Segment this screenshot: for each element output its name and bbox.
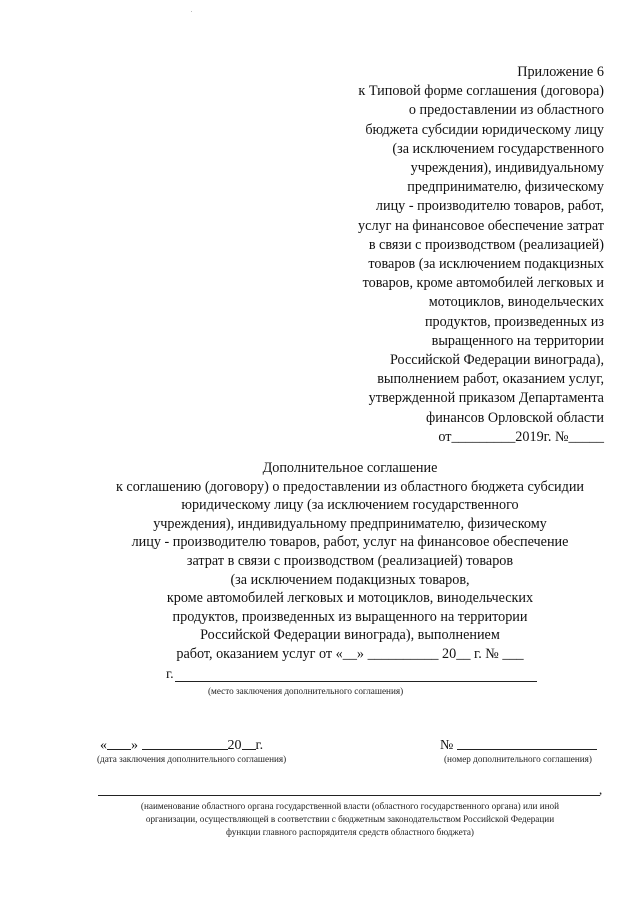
title-line: учреждения), индивидуальному предпринимателю, физическому [153,515,547,532]
date-open-quote: « [100,738,107,753]
date-field[interactable] [100,736,263,754]
title-line: Дополнительное соглашение [262,460,438,476]
scan-speck [191,11,192,12]
appendix-line: утвержденной приказом Департамента [368,390,604,407]
number-field[interactable] [440,736,597,754]
appendix-line: товаров, кроме автомобилей легковых и [362,275,604,292]
appendix-line: выполнением работ, оказанием услуг, [377,371,604,388]
number-sign: № [440,738,454,753]
organization-caption [92,800,608,838]
organization-caption-line: функции главного распорядителя средств областного бюджета) [226,826,474,837]
organization-field[interactable] [98,795,600,796]
appendix-line: о предоставлении из областного [408,102,604,119]
appendix-line: финансов Орловской области [426,409,604,426]
day-blank[interactable] [107,736,131,750]
year-suffix: г. [255,738,264,753]
place-caption: (место заключения дополнительного соглашения) [208,686,404,696]
number-caption: (номер дополнительного соглашения) [444,754,592,764]
appendix-line: продуктов, произведенных из [424,313,604,330]
appendix-line: от_________2019г. №_____ [438,428,604,445]
month-blank[interactable] [142,736,228,750]
appendix-line: товаров (за исключением подакцизных [368,256,604,273]
year-prefix: 20 [227,738,242,753]
title-line: (за исключением подакцизных товаров, [230,571,470,588]
document-title [60,459,640,664]
number-blank[interactable] [457,736,597,750]
appendix-line: бюджета субсидии юридическому лицу [365,121,604,138]
title-line: кроме автомобилей легковых и мотоциклов, винодельческих [166,590,534,607]
organization-comma: , [599,782,603,797]
appendix-line: Российской Федерации винограда), [390,352,604,369]
date-close-quote: » [131,738,138,753]
appendix-line: услуг на финансовое обеспечение затрат [358,217,604,234]
organization-caption-line: организации, осуществляющей в соответствии с бюджетным законодательством Российской Федерации [145,813,555,824]
appendix-header [274,63,604,447]
title-line: продуктов, произведенных из выращенного на территории [172,608,528,625]
appendix-line: в связи с производством (реализацией) [368,236,604,253]
title-line: Российской Федерации винограда), выполнением [200,627,500,644]
title-line: лицу - производителю товаров, работ, услуг на финансовое обеспечение [131,534,569,551]
appendix-line: лицу - производителю товаров, работ, [375,198,604,215]
date-caption: (дата заключения дополнительного соглашения) [97,754,287,764]
place-prefix: г. [166,667,174,682]
title-line: работ, оказанием услуг от «__» __________ 20__ г. № ___ [176,645,524,662]
appendix-line: выращенного на территории [431,332,604,349]
place-field[interactable] [175,681,537,682]
year-blank[interactable] [242,736,256,750]
appendix-line: (за исключением государственного [392,140,604,157]
title-line: затрат в связи с производством (реализацией) товаров [186,552,514,569]
title-line: к соглашению (договору) о предоставлении из областного бюджета субсидии [115,478,585,495]
appendix-line: Приложение 6 [517,64,604,80]
appendix-line: мотоциклов, винодельческих [428,294,604,311]
appendix-line: предпринимателю, физическому [407,179,604,196]
organization-caption-line: (наименование областного органа государственной власти (областного государственного органа) или иной [140,801,560,811]
appendix-line: учреждения), индивидуальному [410,160,604,177]
appendix-line: к Типовой форме соглашения (договора) [358,83,604,100]
title-line: юридическому лицу (за исключением государственного [181,497,519,514]
